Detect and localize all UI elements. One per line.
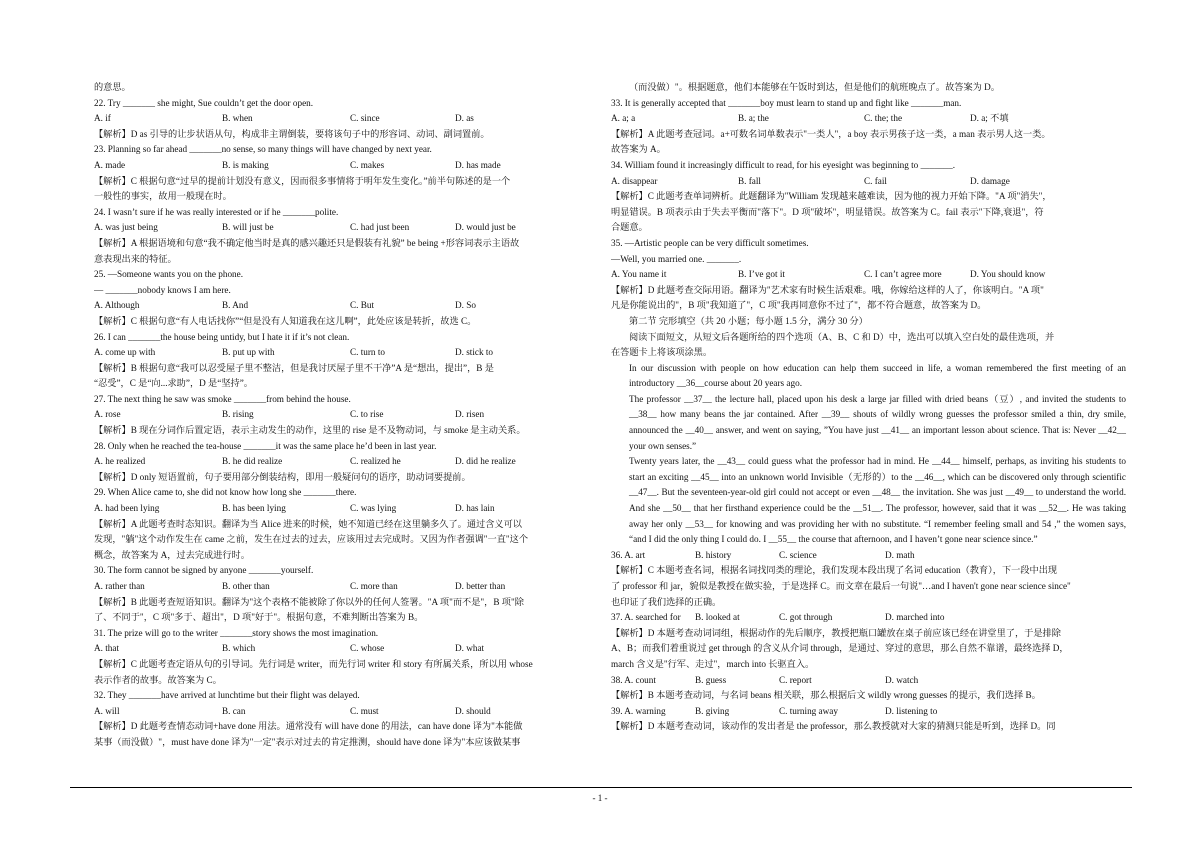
answer-option: A. was just being [94,222,158,233]
left-column [94,80,609,751]
text-line: 【解析】D as 引导的让步状语从句，构成非主谓倒装，要将该句子中的形容词、动词、副词置前。 [94,128,490,139]
answer-option: D. better than [455,581,506,591]
answer-options-row [94,501,609,517]
text-line: 【解析】A 根据语境和句意“我不确定他当时是真的感兴趣还只是假装有礼貌” be being +形容词表示主语故 [94,237,520,248]
answer-option: D. a; 不填 [970,113,1009,124]
text-line: 了、不同于"，C 项"多于、超出"，D 项"好于"。根据句意，不难判断出答案为 B。 [94,612,424,623]
answer-option: B. can [222,705,246,716]
answer-option: B. when [222,113,253,124]
text-line: 29. When Alice came to, she did not know how long she _______there. [94,487,357,498]
text-line: 合题意。 [611,222,648,233]
answer-options-row [611,704,1126,720]
text-line: 27. The next thing he saw was smoke _______from behind the house. [94,393,351,404]
text-line: （而没做）"。根据题意，他们本能够在午饭时到达，但是他们的航班晚点了。故答案为 D。 [629,82,1000,92]
right-column [611,80,1126,735]
text-line: 了 professor 和 jar，貌似是教授在做实验，于是选择 C。而文章在最后一句说"…and I haven't gone near science since" [611,581,1071,591]
text-line: 某事（而没做）"，must have done 译为"一定"表示对过去的肯定推测，should have done 译为"本应该做某事 [94,736,521,747]
text-line: 28. Only when he reached the tea-house _______it was the same place he’d been in last year. [94,440,437,451]
text-line: 发现，"躺"这个动作发生在 came 之前，发生在过去的过去，应该用过去完成时。又因为作者强调"一直"这个 [94,534,529,545]
answer-option: C. must [350,705,379,716]
text-line: 【解析】C 根据句意“过早的提前计划没有意义，因而很多事情将于明年发生变化。”前半句陈述的是一个 [94,175,511,186]
text-line: 表示作者的故事。故答案为 C。 [94,674,222,685]
answer-option: A. You name it [611,269,667,280]
answer-option: C. whose [350,643,385,654]
answer-option: A. that [94,643,120,654]
answer-option: C. I can’t agree more [864,269,942,280]
answer-option: 37. A. searched for [611,612,681,623]
passage-paragraph: The professor __37__ the lecture hall, placed upon his desk a large jar filled with dried beans（豆）, and invited the students to __38__ how many beans the jar contained. After __39__ shouts of wildly wrong guesses the professor smiled a thin, dry smile, announced the __40__ answer, and went on saying, ”You have just __41__ an important lesson about science. That is: Never __42__ your own senses.” [629,393,1126,451]
answer-option: B. will just be [222,222,274,233]
answer-option: D. did he realize [455,456,516,467]
answer-options-row [94,407,609,423]
text-line: 【解析】C 本题考查名词，根据名词找同类的理论，我们发现本段出现了名词 education（教育），下一段中出现 [611,565,1058,576]
text-line: 24. I wasn’t sure if he was really interested or if he _______polite. [94,206,339,217]
text-line: 【解析】D 此题考查情态动词+have done 用法。通常没有 will have done 的用法，can have done 译为"本能做 [94,721,523,732]
text-line: — _______nobody knows I am here. [94,284,231,295]
answer-option: A. he realized [94,456,146,467]
answer-option: 39. A. warning [611,705,666,716]
text-line: 故答案为 A。 [611,144,666,155]
answer-option: D. as [455,113,474,124]
answer-option: B. history [695,549,732,560]
text-line: 【解析】D 本题考查动词，该动作的发出者是 the professor，那么教授就对大家的猜测只能是听到，选择 D。同 [611,721,1056,732]
text-line: 【解析】C 此题考查单词辨析。此题翻译为"William 发现越来越难读，因为他的视力开始下降。"A 项"消失"， [611,191,1052,202]
answer-option: D. listening to [885,705,938,716]
answer-option: 38. A. count [611,674,656,685]
text-line: “忍受”，C 是“向...求助”，D 是“坚持”。 [94,378,253,389]
answer-option: D. should [455,705,491,716]
answer-options-row [94,704,609,720]
text-line: 32. They _______have arrived at lunchtime but their flight was delayed. [94,690,360,701]
answer-option: C. turning away [779,705,838,716]
page-number: - 1 - [592,793,608,803]
text-line: 【解析】A 此题考查时态知识。翻译为当 Alice 进来的时候，她不知道已经在这里躺多久了。通过含义可以 [94,518,522,529]
answer-option: C. had just been [350,222,410,233]
answer-option: A. made [94,159,126,170]
answer-option: C. realized he [350,456,401,467]
answer-option: D. math [885,549,915,560]
answer-option: D. watch [885,674,919,685]
text-line: 35. —Artistic people can be very difficult sometimes. [611,237,809,248]
text-line: 26. I can _______the house being untidy, but I hate it if it’s not clean. [94,331,350,342]
text-line: 【解析】B 根据句意“我可以忍受屋子里不整洁，但是我讨厌屋子里不干净”A 是“想出，提出”，B 是 [94,362,494,373]
text-line: 25. —Someone wants you on the phone. [94,269,244,280]
answer-options-row [94,158,609,174]
answer-options-row [94,579,609,595]
answer-option: D. what [455,643,485,654]
text-line: 23. Planning so far ahead _______no sense, so many things will have changed by next year. [94,144,432,155]
answer-option: D. has made [455,159,501,170]
answer-options-row [94,220,609,236]
answer-option: A. Although [94,300,140,311]
answer-option: C. to rise [350,409,384,420]
passage-paragraph: In our discussion with people on how education can help them succeed in life, a woman remembered the first meeting of an introductory __36__course about 20 years ago. [629,362,1126,389]
passage-paragraph: Twenty years later, the __43__ could guess what the professor had in mind. He __44__ himself, perhaps, as inviting his students to start an exciting __45__ into an unknown world Invisible（无形的）to the __46__, which can be discovered only through scientific __47__. But the seventeen-year-old girl could not accept or even __48__ the invitation. She was just __49__ to understand the world. And she __50__ that her firsthand experience could be the __51__. The professor, however, said that it was __52__. He was taking away her only __53__ for knowing and was providing her with no substitute. “I remember feeling small and 54 ,” the women says, “and I did the only thing I could do. I __55__ the course that afternoon, and I haven’t gone near science since.” [629,456,1126,545]
answer-option: B. fall [738,175,761,186]
text-line: 在答题卡上将该项涂黑。 [611,347,713,358]
answer-options-row [611,610,1126,626]
text-line: 【解析】B 此题考查短语知识。翻译为"这个表格不能被除了你以外的任何人签署。"A 项"而不是"，B 项"除 [94,596,524,607]
text-line: 【解析】C 根据句意“有人电话找你”“但是没有人知道我在这儿啊”，此处应该是转折，故选 C。 [94,315,477,326]
text-line: 30. The form cannot be signed by anyone _______yourself. [94,565,314,576]
answer-option: C. since [350,113,380,124]
answer-option: A. if [94,113,111,124]
text-line: 明显错误。B 项表示由于失去平衡而"落下"。D 项"破坏"，明显错误。故答案为 C。fail 表示"下降,衰退"，符 [611,206,1044,217]
text-line: 33. It is generally accepted that _______boy must learn to stand up and fight like _______man. [611,97,962,108]
answer-option: C. report [779,674,812,685]
answer-option: C. But [350,300,374,311]
answer-option: A. will [94,705,120,716]
answer-option: C. makes [350,159,385,170]
text-line: 阅读下面短文，从短文后各题所给的四个选项（A、B、C 和 D）中，选出可以填入空白处的最佳选项，并 [629,331,1055,342]
answer-option: B. which [222,643,256,654]
text-line: —Well, you married one. _______. [611,253,742,264]
answer-option: C. was lying [350,503,397,514]
answer-option: A. disappear [611,175,658,186]
text-line: 概念，故答案为 A，过去完成进行时。 [94,549,250,560]
answer-option: D. You should know [970,269,1046,280]
answer-option: 36. A. art [611,549,646,560]
answer-option: B. And [222,300,249,311]
text-line: A、B；而我们着重说过 get through 的含义从介词 through，是通过、穿过的意思，那么自然不靠谱，最终选择 D， [611,643,1069,654]
answer-option: D. stick to [455,347,494,358]
answer-option: B. other than [222,581,270,591]
answer-option: B. he did realize [222,456,283,467]
answer-option: D. marched into [885,612,945,623]
text-line: 【解析】B 本题考查动词，与名词 beans 相关联，那么根据后文 wildly wrong guesses 的提示，我们选择 B。 [611,690,1041,701]
answer-option: A. come up with [94,347,156,358]
answer-option: C. the; the [864,113,903,124]
answer-options-row [611,174,1126,190]
answer-option: C. got through [779,612,833,623]
answer-option: B. guess [695,674,727,685]
text-line: 也印证了我们选择的正确。 [611,596,722,607]
answer-option: B. a; the [738,113,769,124]
answer-option: D. So [455,300,476,311]
answer-option: C. fail [864,175,887,186]
answer-option: A. rose [94,409,121,420]
answer-options-row [611,111,1126,127]
text-line: 【解析】D 此题考查交际用语。翻译为"艺术家有时候生活艰难。哦，你嫁给这样的人了，你该明白。"A 项" [611,284,1044,295]
answer-option: B. rising [222,409,254,420]
answer-options-row [94,298,609,314]
text-line: 【解析】B 现在分词作后置定语，表示主动发生的动作，这里的 rise 是不及物动词，与 smoke 是主动关系。 [94,425,526,436]
text-line: 【解析】D only 短语置前，句子要用部分倒装结构，即用一般疑问句的语序，助动词要提前。 [94,471,471,482]
text-line: 【解析】A 此题考查冠词。a+可数名词单数表示"一类人"，a boy 表示男孩子这一类，a man 表示男人这一类。 [611,128,1051,139]
answer-option: D. damage [970,175,1010,186]
answer-options-row [611,673,1126,689]
answer-option: B. has been lying [222,503,286,514]
answer-options-row [94,454,609,470]
answer-option: A. had been lying [94,503,160,514]
answer-options-row [94,641,609,657]
text-line: 【解析】D 本题考查动词词组，根据动作的先后顺序，教授把瓶口罐放在桌子前应该已经在讲堂里了，于是排除 [611,627,1061,638]
answer-option: B. is making [222,159,269,170]
text-line: 【解析】C 此题考查定语从句的引导词。先行词是 writer，而先行词 writer 和 story 有所属关系，所以用 whose [94,658,533,669]
answer-option: B. looked at [695,612,740,623]
footer-rule [70,787,1132,788]
answer-option: D. has lain [455,503,495,514]
text-line: 22. Try _______ she might, Sue couldn’t get the door open. [94,97,314,108]
text-line: 一般性的事实，故用一般现在时。 [94,191,232,202]
answer-option: D. would just be [455,222,516,233]
answer-option: B. giving [695,705,730,716]
text-line: march 含义是"行军、走过"，march into 长驱直入。 [611,658,815,669]
answer-options-row [611,267,1126,283]
answer-option: C. science [779,549,817,560]
text-line: 第二节 完形填空（共 20 小题；每小题 1.5 分，满分 30 分） [629,315,868,326]
answer-option: C. turn to [350,347,385,358]
answer-option: C. more than [350,581,398,591]
answer-options-row [94,345,609,361]
text-line: 34. William found it increasingly difficult to read, for his eyesight was beginning to _______. [611,159,956,170]
text-line: 的意思。 [94,82,131,92]
answer-option: B. I’ve got it [738,269,785,280]
text-line: 31. The prize will go to the writer _______story shows the most imagination. [94,627,379,638]
answer-option: D. risen [455,409,485,420]
text-line: 凡是你能说出的"，B 项"我知道了"，C 项"我再同意你不过了"，都不符合题意，故答案为 D。 [611,300,987,311]
answer-option: A. a; a [611,113,636,124]
answer-option: A. rather than [94,581,145,591]
answer-option: B. put up with [222,347,275,358]
text-line: 意表现出来的特征。 [94,253,177,264]
answer-options-row [94,111,609,127]
answer-options-row [611,548,1126,564]
